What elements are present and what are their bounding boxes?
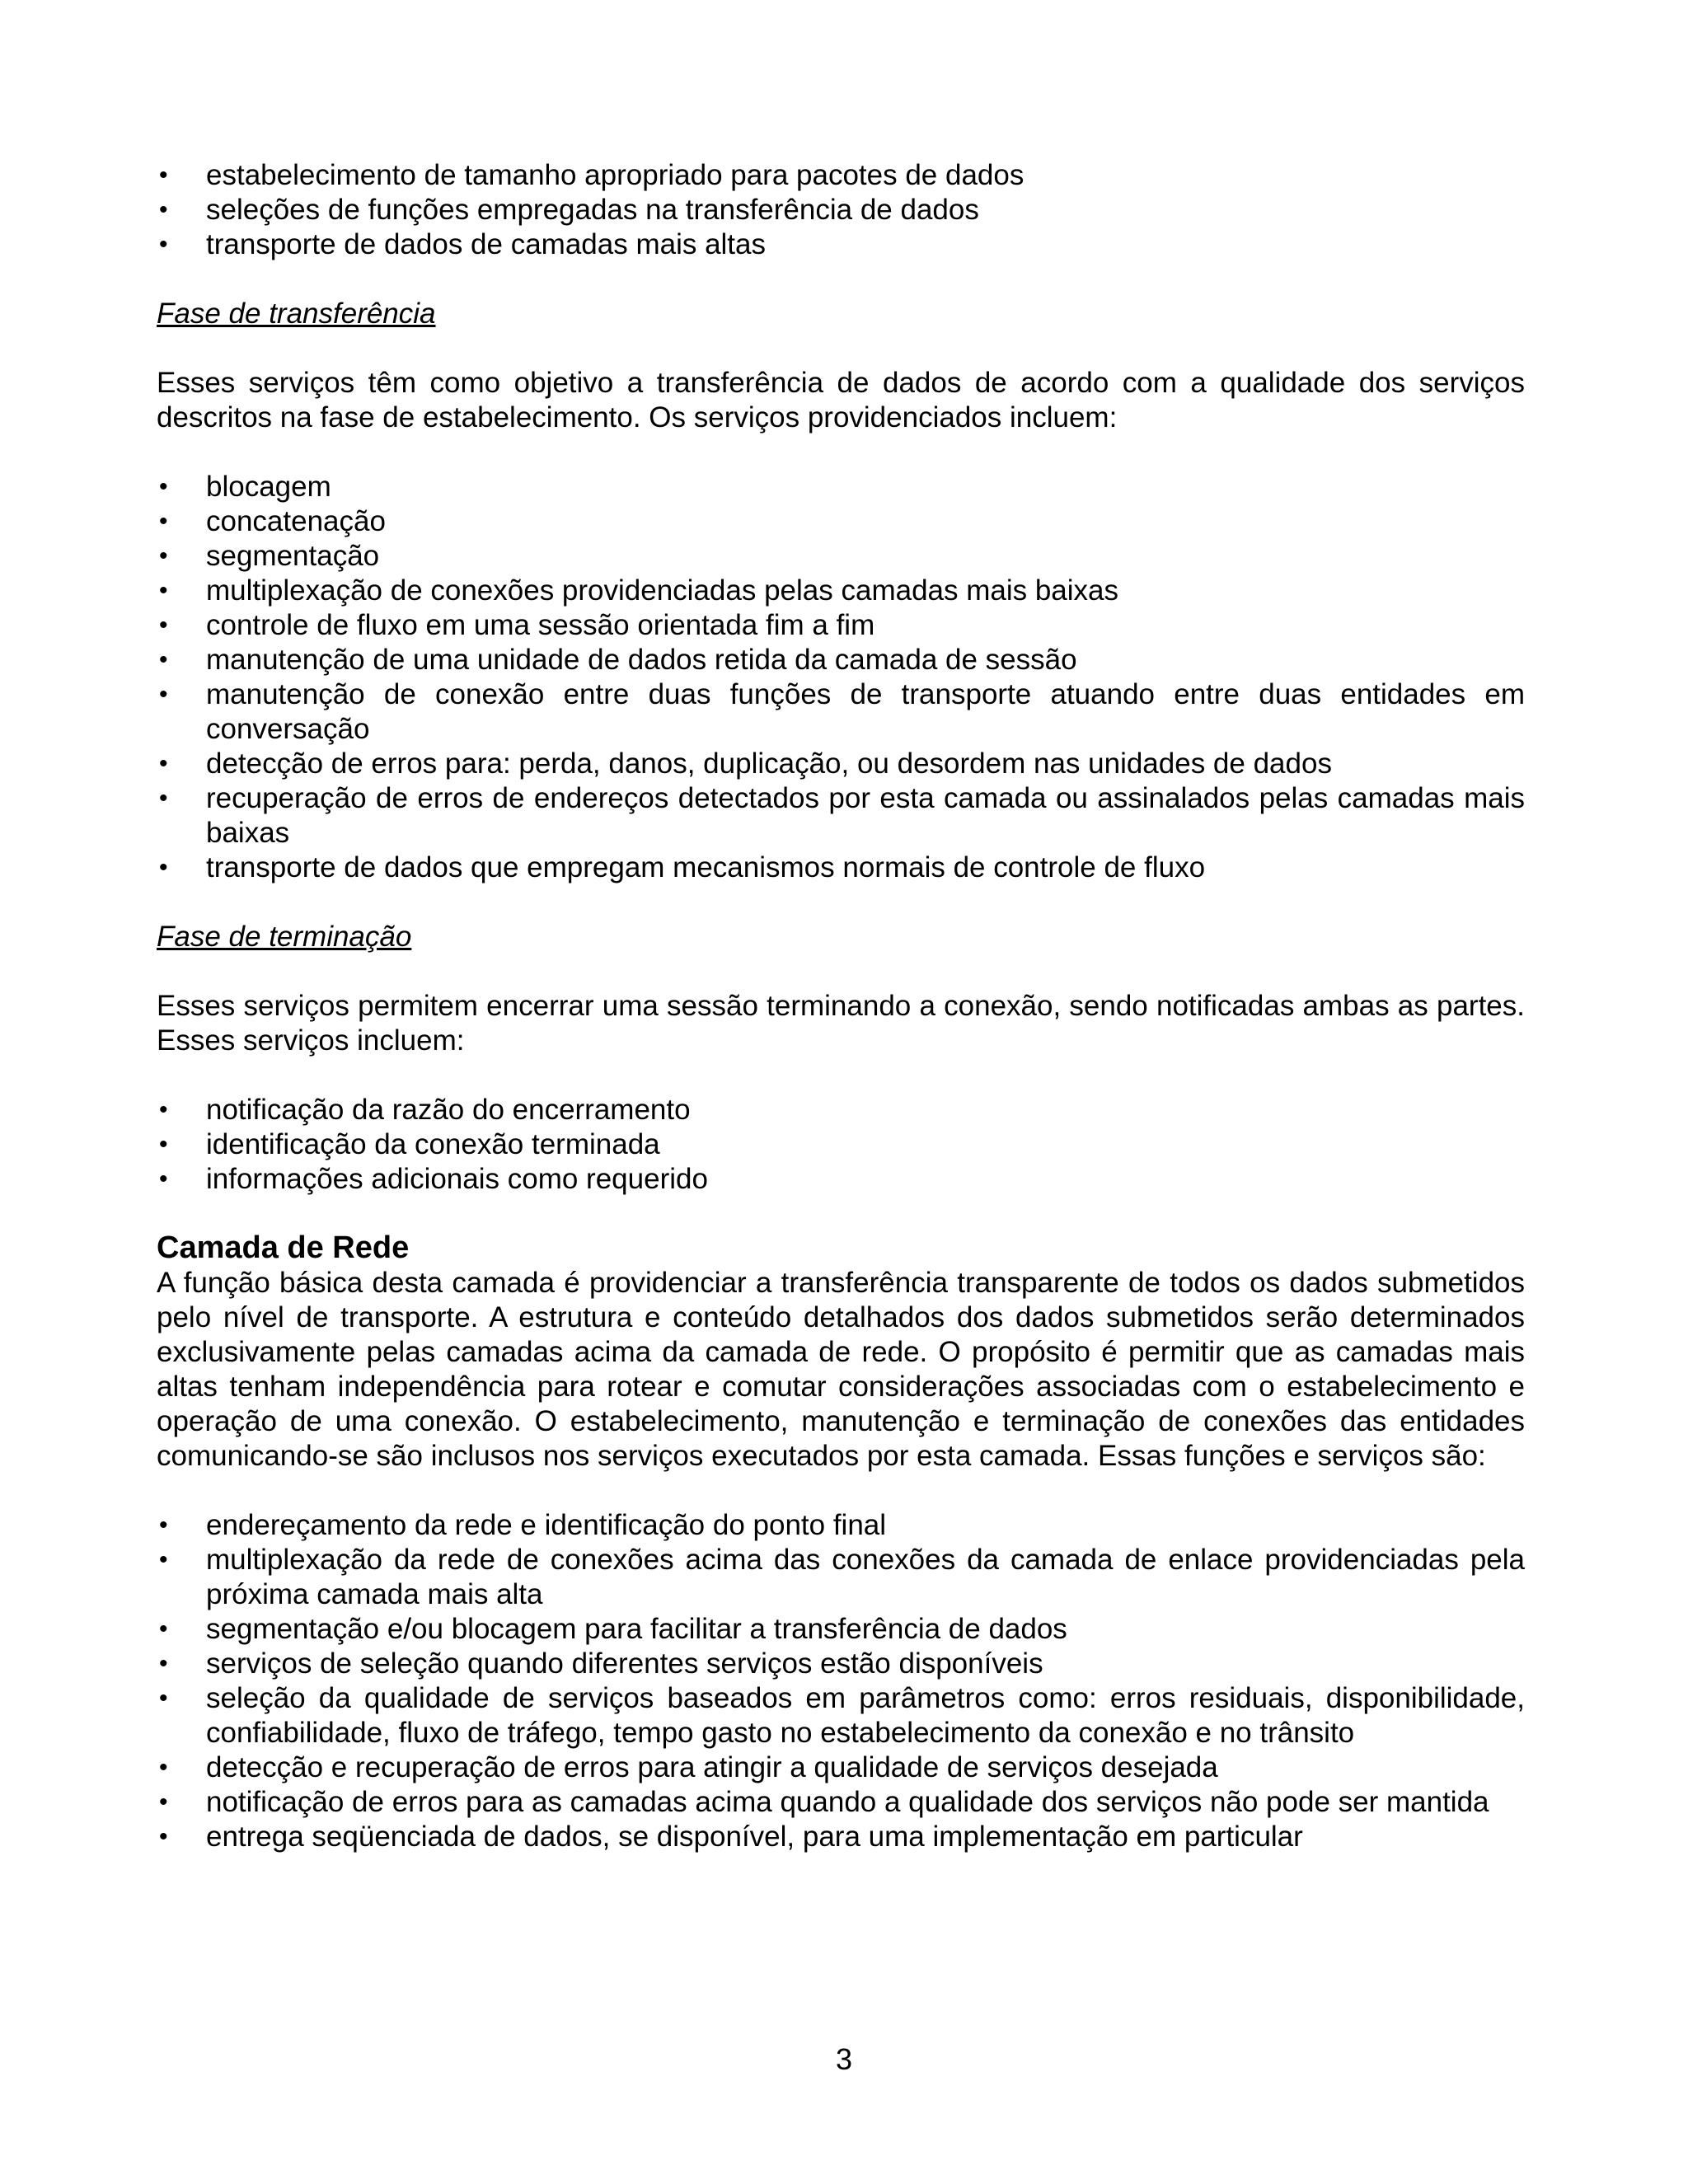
bullet-icon: • — [159, 750, 168, 777]
bullet-icon: • — [159, 196, 168, 223]
bullet-icon: • — [159, 1131, 168, 1158]
bullet-icon: • — [159, 1823, 168, 1850]
list-item: • controle de fluxo em uma sessão orientada fim a fim — [159, 609, 875, 641]
list-item: • manutenção de uma unidade de dados retida da camada de sessão — [159, 644, 1077, 676]
list-item: • segmentação e/ou blocagem para facilitar a transferência de dados — [159, 1613, 1067, 1645]
list-item: • concatenação — [159, 505, 386, 537]
list-item: • blocagem — [159, 471, 331, 503]
network-layer-paragraph: A função básica desta camada é providenciar a transferência transparente de todos os dados submetidos pelo nível de transporte. A estrutura e conteúdo detalhados dos dados submetidos serão determinados exclusivamente pelas camadas acima da camada de rede. O propósito é permitir que as camadas mais altas tenham independência para rotear e comutar considerações associadas com o estabelecimento e operação de uma conexão. O estabelecimento, manutenção e terminação de conexões das entidades comunicando-se são inclusos nos serviços executados por esta camada. Essas funções e serviços são: — [157, 1267, 1525, 1472]
list-item: • multiplexação da rede de conexões acima das conexões da camada de enlace providenciadas pela próxima camada mais alta — [159, 1544, 1525, 1610]
termination-phase-title: Fase de terminação — [157, 921, 412, 953]
network-services-list — [157, 1508, 1525, 1854]
bullet-icon: • — [159, 1650, 168, 1677]
bullet-icon: • — [159, 577, 168, 604]
bullet-icon: • — [159, 162, 168, 189]
list-item: • notificação de erros para as camadas acima quando a qualidade dos serviços não pode ser mantida — [159, 1786, 1489, 1818]
list-item: • segmentação — [159, 540, 380, 572]
bullet-icon: • — [159, 1096, 168, 1123]
list-item: • identificação da conexão terminada — [159, 1128, 660, 1160]
list-item: • detecção de erros para: perda, danos, duplicação, ou desordem nas unidades de dados — [159, 748, 1332, 780]
bullet-icon: • — [159, 473, 168, 500]
bullet-icon: • — [159, 681, 168, 708]
establishment-list — [157, 158, 1525, 262]
list-item: • seleção da qualidade de serviços baseados em parâmetros como: erros residuais, disponibilidade, confiabilidade, fluxo de tráfego, tempo gasto no estabelecimento da conexão e no trânsito — [159, 1682, 1525, 1749]
transfer-services-list — [157, 470, 1525, 885]
transfer-phase-paragraph: Esses serviços têm como objetivo a transferência de dados de acordo com a qualidade dos serviços descritos na fase de estabelecimento. Os serviços providenciados incluem: — [157, 367, 1525, 434]
list-item: • transporte de dados de camadas mais altas — [159, 228, 766, 260]
bullet-icon: • — [159, 1685, 168, 1712]
termination-services-list — [157, 1093, 1525, 1197]
network-layer-heading: Camada de Rede — [157, 1230, 410, 1265]
document-page — [157, 158, 1525, 1854]
list-item: • manutenção de conexão entre duas funções de transporte atuando entre duas entidades em conversação — [159, 678, 1525, 745]
bullet-icon: • — [159, 1546, 168, 1573]
page-number: 3 — [835, 2042, 853, 2076]
bullet-icon: • — [159, 1511, 168, 1539]
bullet-icon: • — [159, 1754, 168, 1781]
list-item: • transporte de dados que empregam mecanismos normais de controle de fluxo — [159, 851, 1206, 883]
list-item: • entrega seqüenciada de dados, se disponível, para uma implementação em particular — [159, 1821, 1303, 1853]
bullet-icon: • — [159, 508, 168, 535]
bullet-icon: • — [159, 542, 168, 569]
bullet-icon: • — [159, 612, 168, 639]
list-item: • informações adicionais como requerido — [159, 1163, 708, 1195]
bullet-icon: • — [159, 1615, 168, 1643]
list-item: • multiplexação de conexões providenciadas pelas camadas mais baixas — [159, 574, 1119, 607]
bullet-icon: • — [159, 854, 168, 881]
list-item: • endereçamento da rede e identificação do ponto final — [159, 1509, 887, 1541]
bullet-icon: • — [159, 1165, 168, 1193]
list-item: • seleções de funções empregadas na transferência de dados — [159, 194, 979, 226]
termination-phase-paragraph: Esses serviços permitem encerrar uma sessão terminando a conexão, sendo notificadas ambas as partes. Esses serviços incluem: — [157, 990, 1525, 1057]
list-item: • estabelecimento de tamanho apropriado para pacotes de dados — [159, 159, 1025, 191]
bullet-icon: • — [159, 646, 168, 673]
bullet-icon: • — [159, 1788, 168, 1816]
list-item: • recuperação de erros de endereços detectados por esta camada ou assinalados pelas camadas mais baixas — [159, 782, 1525, 849]
list-item: • notificação da razão do encerramento — [159, 1094, 691, 1126]
list-item: • serviços de seleção quando diferentes serviços estão disponíveis — [159, 1647, 1043, 1680]
transfer-phase-title: Fase de transferência — [157, 298, 436, 330]
bullet-icon: • — [159, 231, 168, 258]
bullet-icon: • — [159, 785, 168, 812]
list-item: • detecção e recuperação de erros para atingir a qualidade de serviços desejada — [159, 1751, 1218, 1783]
